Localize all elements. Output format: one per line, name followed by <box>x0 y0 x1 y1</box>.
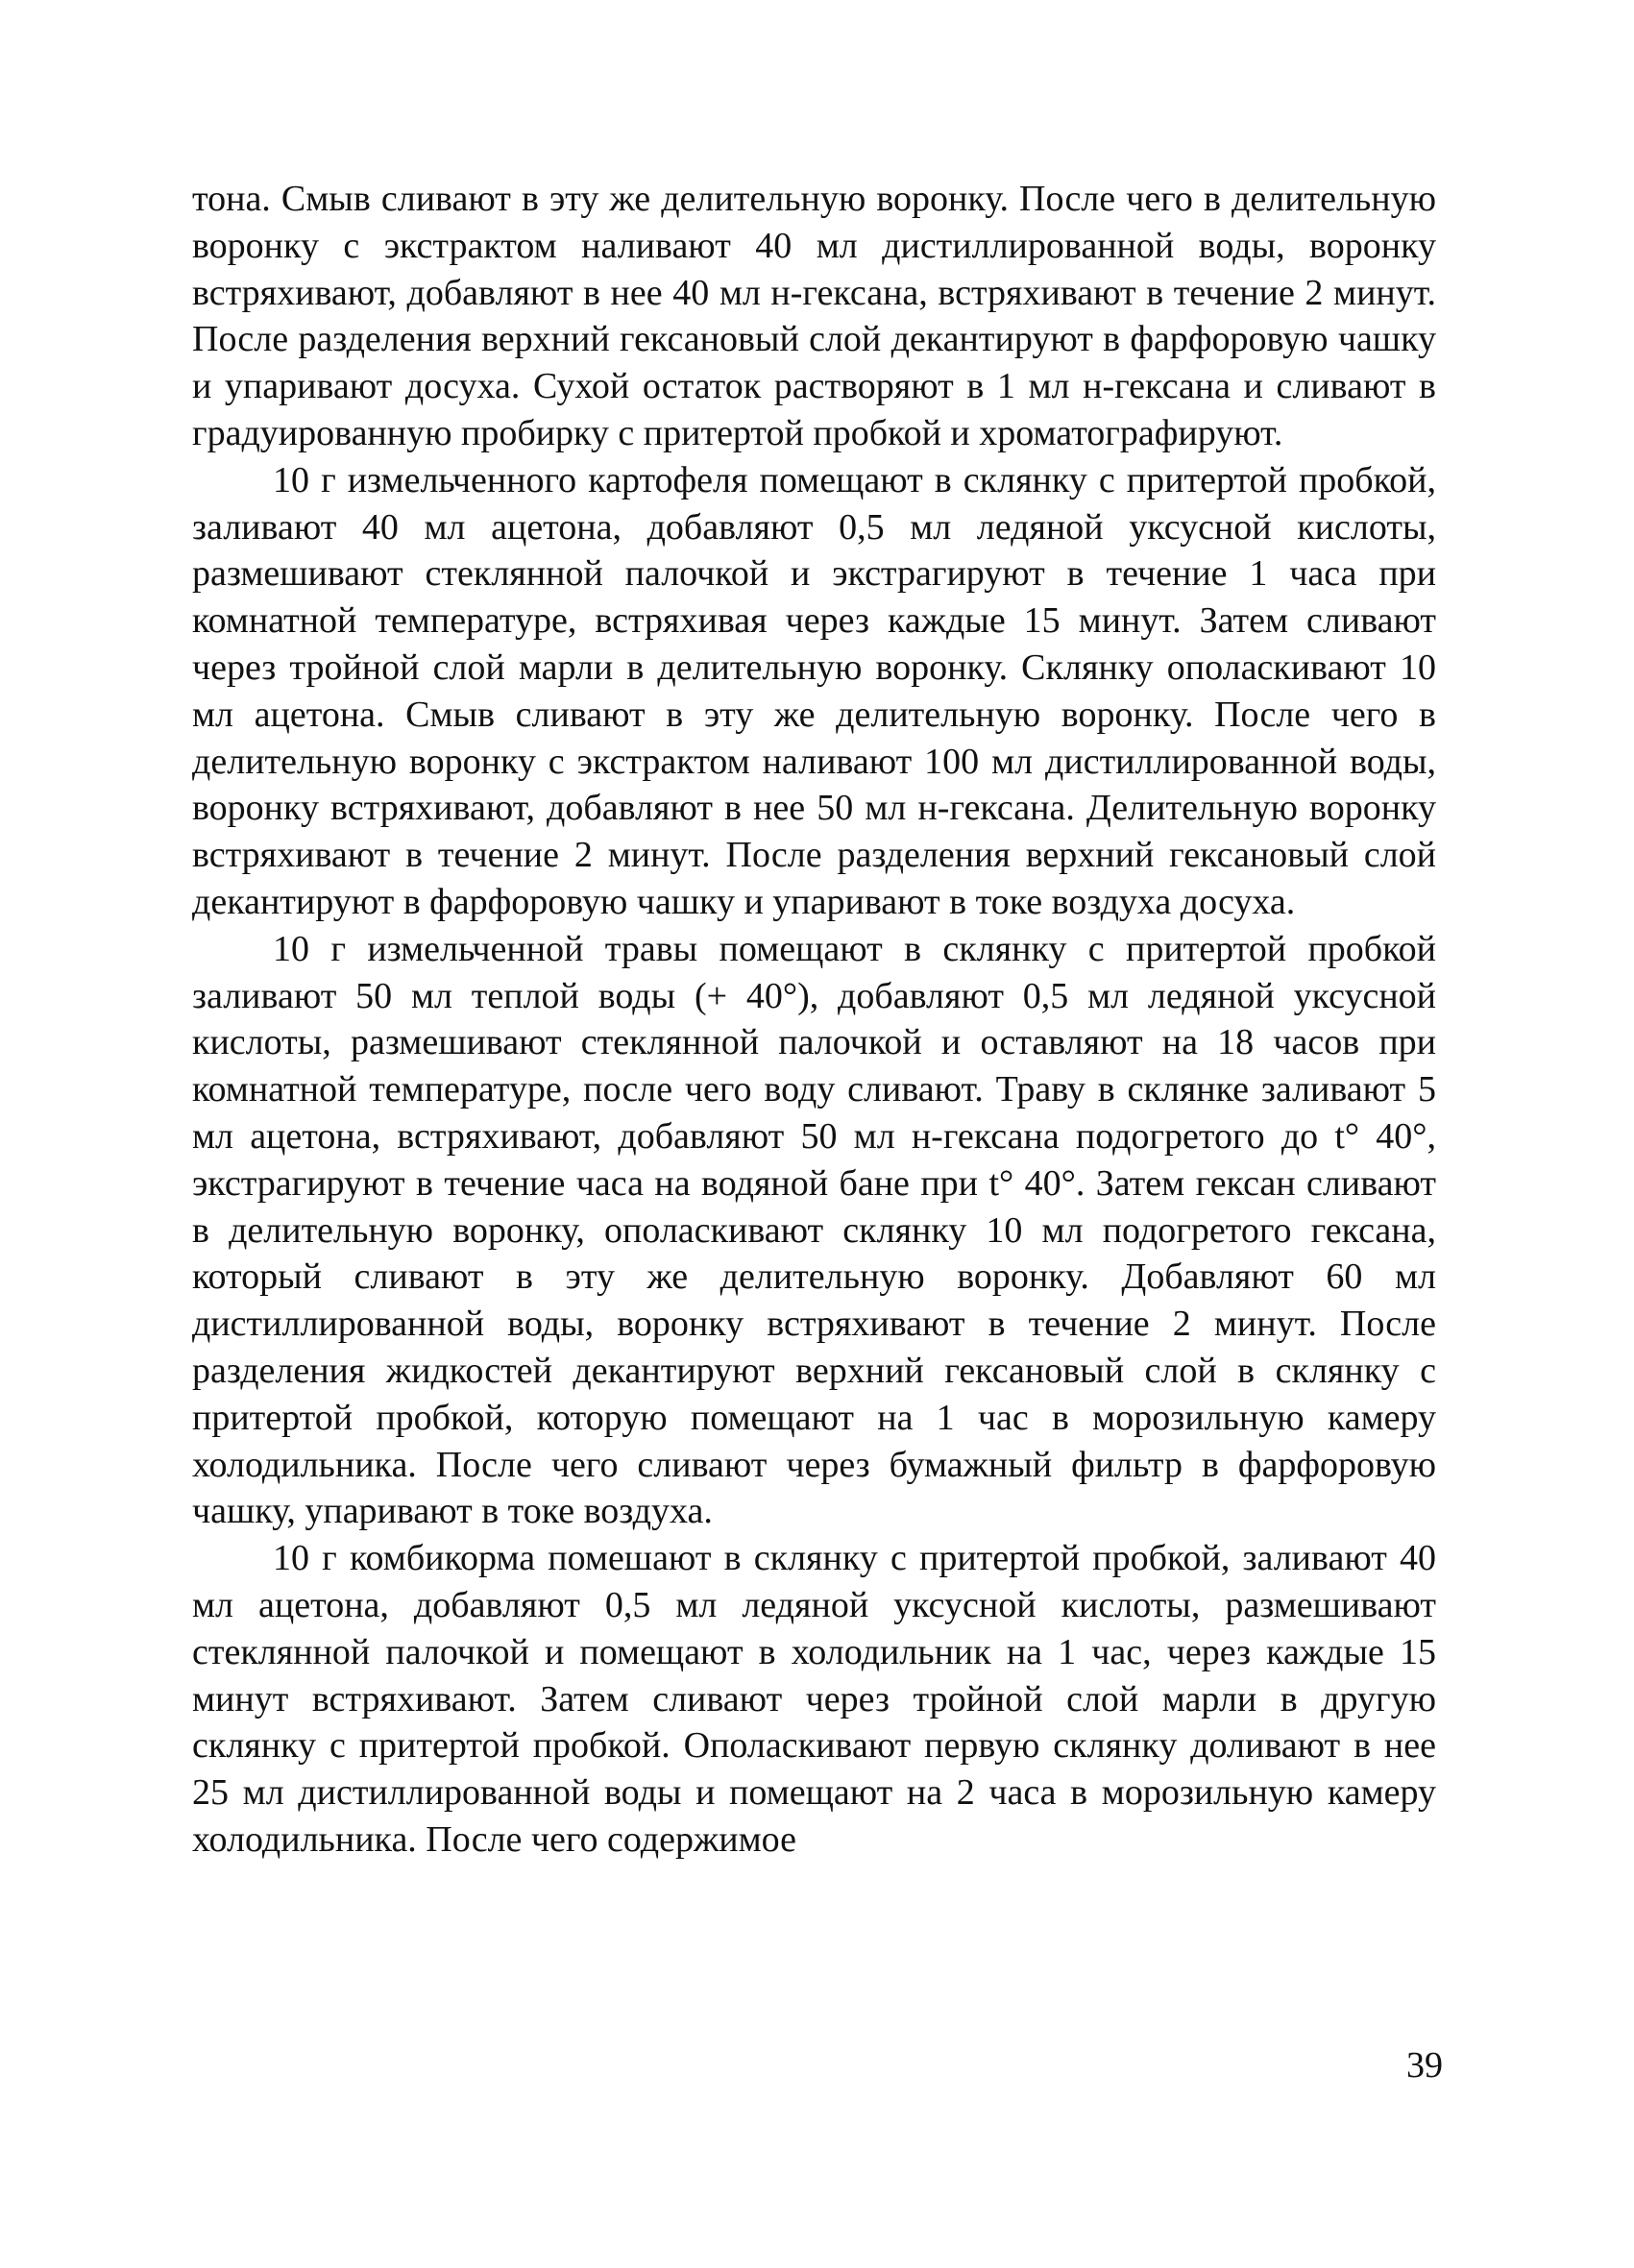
paragraph-grass: 10 г измельченной травы помещают в склянку с притертой пробкой заливают 50 мл теплой воды (+ 40°), добавляют 0,5 мл ледяной уксусной кислоты, размешивают стеклянной палочкой и оставляют на 18 часов при комнатной температуре, после чего воду сливают. Траву в склянке заливают 5 мл ацетона, встряхивают, добавляют 50 мл н-гексана подогретого до t° 40°, экстрагируют в течение часа на водяной бане при t° 40°. Затем гексан сливают в делительную воронку, ополаскивают склянку 10 мл подогретого гексана, который сливают в эту же делительную воронку. Добавляют 60 мл дистиллированной воды, воронку встряхивают в течение 2 минут. После разделения жидкостей декантируют верхний гексановый слой в склянку с притертой пробкой, которую помещают на 1 час в морозильную камеру холодильника. После чего сливают через бумажный фильтр в фарфоровую чашку, упаривают в токе воздуха. <box>192 928 1436 1532</box>
paragraph-potato: 10 г измельченного картофеля помещают в склянку с притертой пробкой, заливают 40 мл ацетона, добавляют 0,5 мл ледяной уксусной кислоты, размешивают стеклянной палочкой и экстрагируют в течение 1 часа при комнатной температуре, встряхивая через каждые 15 минут. Затем сливают через тройной слой марли в делительную воронку. Склянку ополаскивают 10 мл ацетона. Смыв сливают в эту же делительную воронку. После чего в делительную воронку с экстрактом наливают 100 мл дистиллированной воды, воронку встряхивают, добавляют в нее 50 мл н-гексана. Делительную воронку встряхивают в течение 2 минут. После разделения верхний гексановый слой декантируют в фарфоровую чашку и упаривают в токе воздуха досуха. <box>192 459 1436 922</box>
body-text <box>192 176 1436 1864</box>
paragraph-continuation: тона. Смыв сливают в эту же делительную воронку. После чего в делительную воронку с экстрактом наливают 40 мл дистиллированной воды, воронку встряхивают, добавляют в нее 40 мл н-гексана, встряхивают в течение 2 минут. После разделения верхний гексановый слой декантируют в фарфоровую чашку и упаривают досуха. Сухой остаток растворяют в 1 мл н-гексана и сливают в градуированную пробирку с притертой пробкой и хроматографируют. <box>192 179 1436 453</box>
paragraph-feed: 10 г комбикорма помешают в склянку с притертой пробкой, заливают 40 мл ацетона, добавляют 0,5 мл ледяной уксусной кислоты, размешивают стеклянной палочкой и помещают в холодильник на 1 час, через каждые 15 минут встряхивают. Затем сливают через тройной слой марли в другую склянку с притертой пробкой. Ополаскивают первую склянку доливают в нее 25 мл дистиллированной воды и помещают на 2 часа в морозильную камеру холодильника. После чего содержимое <box>192 1538 1436 1860</box>
page-number: 39 <box>1406 2045 1443 2085</box>
